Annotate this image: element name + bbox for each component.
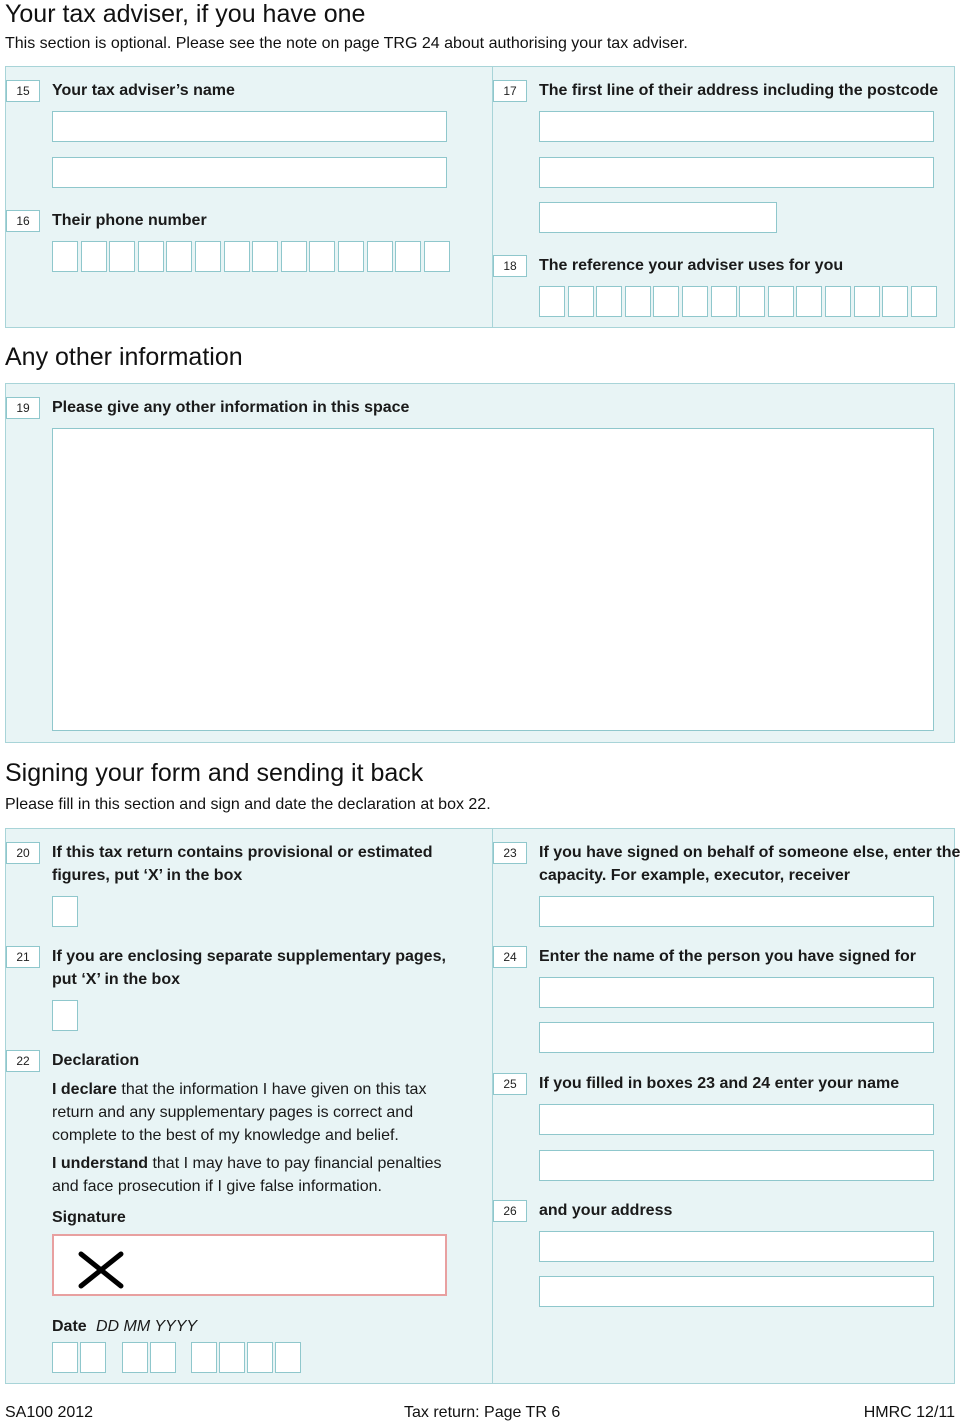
date-format-hint: DD MM YYYY — [96, 1318, 198, 1335]
box-25-number: 25 — [493, 1073, 527, 1095]
declare-line-1: that the information I have given on this tax — [116, 1081, 427, 1098]
reference-char-cell-3[interactable] — [596, 286, 622, 317]
signing-intro: Please fill in this section and sign and date the declaration at box 22. — [5, 796, 491, 813]
declare-bold: I declare — [52, 1081, 117, 1098]
footer-page-title: Tax return: Page TR 6 — [404, 1404, 561, 1421]
your-name-field-1[interactable] — [539, 1104, 934, 1135]
your-name-field-2[interactable] — [539, 1150, 934, 1181]
box-17-label: The first line of their address including the postcode — [539, 82, 939, 99]
phone-digit-cell-4[interactable] — [138, 241, 164, 272]
adviser-address-field-1[interactable] — [539, 111, 934, 142]
phone-digit-cell-12[interactable] — [367, 241, 393, 272]
understand-text — [52, 1152, 452, 1198]
provisional-figures-checkbox[interactable] — [52, 896, 78, 927]
adviser-heading: Your tax adviser, if you have one — [5, 0, 366, 28]
reference-char-cell-1[interactable] — [539, 286, 565, 317]
box-18-label: The reference your adviser uses for you — [539, 257, 844, 274]
phone-digit-cell-13[interactable] — [395, 241, 421, 272]
phone-digit-cell-3[interactable] — [109, 241, 135, 272]
box-18-number: 18 — [493, 255, 527, 277]
declaration-text — [52, 1078, 452, 1147]
adviser-divider — [492, 66, 493, 328]
reference-char-cell-6[interactable] — [682, 286, 708, 317]
box-24-label: Enter the name of the person you have signed for — [539, 948, 916, 965]
reference-char-cell-4[interactable] — [625, 286, 651, 317]
declaration-label: Declaration — [52, 1052, 140, 1069]
box-19-label: Please give any other information in this space — [52, 399, 410, 416]
signed-for-name-field-2[interactable] — [539, 1022, 934, 1053]
box-20-label-line-2: figures, put ‘X’ in the box — [52, 867, 243, 884]
your-address-field-1[interactable] — [539, 1231, 934, 1262]
reference-char-cell-11[interactable] — [825, 286, 851, 317]
adviser-name-field-1[interactable] — [52, 111, 447, 142]
phone-digit-cell-9[interactable] — [281, 241, 307, 272]
box-20-label-line-1: If this tax return contains provisional or estimated — [52, 844, 433, 861]
box-21-label-line-1: If you are enclosing separate supplementary pages, — [52, 948, 446, 965]
signed-for-name-field-1[interactable] — [539, 977, 934, 1008]
reference-char-cell-8[interactable] — [739, 286, 765, 317]
footer-version: HMRC 12/11 — [863, 1404, 955, 1421]
reference-char-cell-9[interactable] — [768, 286, 794, 317]
phone-digit-cell-5[interactable] — [166, 241, 192, 272]
box-26-number: 26 — [493, 1200, 527, 1222]
box-21-label-line-2: put ‘X’ in the box — [52, 971, 180, 988]
adviser-name-field-2[interactable] — [52, 157, 447, 188]
reference-char-cell-13[interactable] — [882, 286, 908, 317]
date-cell-3[interactable] — [122, 1342, 148, 1373]
phone-digit-cell-11[interactable] — [338, 241, 364, 272]
phone-digit-cell-1[interactable] — [52, 241, 78, 272]
reference-char-cell-12[interactable] — [854, 286, 880, 317]
box-19-number: 19 — [6, 397, 40, 419]
box-15-number: 15 — [6, 80, 40, 102]
phone-digit-cell-8[interactable] — [252, 241, 278, 272]
other-heading: Any other information — [5, 343, 243, 371]
date-cell-5[interactable] — [191, 1342, 217, 1373]
signature-field[interactable] — [52, 1234, 447, 1296]
box-24-number: 24 — [493, 946, 527, 968]
understand-line-1: that I may have to pay financial penalties — [148, 1155, 442, 1172]
box-16-label: Their phone number — [52, 212, 207, 229]
box-16-number: 16 — [6, 210, 40, 232]
reference-char-cell-5[interactable] — [653, 286, 679, 317]
signature-label: Signature — [52, 1209, 126, 1226]
box-15-label: Your tax adviser’s name — [52, 82, 235, 99]
box-21-number: 21 — [6, 946, 40, 968]
phone-digit-cell-14[interactable] — [424, 241, 450, 272]
date-cell-1[interactable] — [52, 1342, 78, 1373]
box-26-label: and your address — [539, 1202, 673, 1219]
signature-x-icon — [78, 1251, 124, 1289]
box-23-label-line-2: capacity. For example, executor, receiver — [539, 867, 850, 884]
box-25-label: If you filled in boxes 23 and 24 enter your name — [539, 1075, 900, 1092]
signing-heading: Signing your form and sending it back — [5, 759, 424, 787]
box-22-number: 22 — [6, 1050, 40, 1072]
date-label: Date — [52, 1318, 87, 1335]
understand-line-2: and face prosecution if I give false information. — [52, 1178, 382, 1195]
adviser-intro: This section is optional. Please see the note on page TRG 24 about authorising your tax adviser. — [5, 35, 688, 52]
reference-char-cell-2[interactable] — [568, 286, 594, 317]
phone-digit-cell-7[interactable] — [224, 241, 250, 272]
box-23-number: 23 — [493, 842, 527, 864]
box-23-label-line-1: If you have signed on behalf of someone else, enter the — [539, 844, 960, 861]
supplementary-pages-checkbox[interactable] — [52, 1000, 78, 1031]
phone-digit-cell-10[interactable] — [309, 241, 335, 272]
date-cell-2[interactable] — [80, 1342, 106, 1373]
other-information-textarea[interactable] — [52, 428, 934, 731]
date-cell-6[interactable] — [219, 1342, 245, 1373]
phone-digit-cell-6[interactable] — [195, 241, 221, 272]
adviser-postcode-field[interactable] — [539, 202, 777, 233]
declare-line-3: complete to the best of my knowledge and belief. — [52, 1127, 399, 1144]
date-cell-4[interactable] — [150, 1342, 176, 1373]
declare-line-2: return and any supplementary pages is correct and — [52, 1104, 414, 1121]
adviser-address-field-2[interactable] — [539, 157, 934, 188]
box-17-number: 17 — [493, 80, 527, 102]
footer-form-code: SA100 2012 — [5, 1404, 94, 1421]
your-address-field-2[interactable] — [539, 1276, 934, 1307]
signing-divider — [492, 828, 493, 1384]
understand-bold: I understand — [52, 1155, 149, 1172]
date-cell-7[interactable] — [247, 1342, 273, 1373]
reference-char-cell-10[interactable] — [796, 286, 822, 317]
reference-char-cell-7[interactable] — [711, 286, 737, 317]
box-20-number: 20 — [6, 842, 40, 864]
date-cell-8[interactable] — [275, 1342, 301, 1373]
phone-digit-cell-2[interactable] — [81, 241, 107, 272]
capacity-field[interactable] — [539, 896, 934, 927]
reference-char-cell-14[interactable] — [911, 286, 937, 317]
